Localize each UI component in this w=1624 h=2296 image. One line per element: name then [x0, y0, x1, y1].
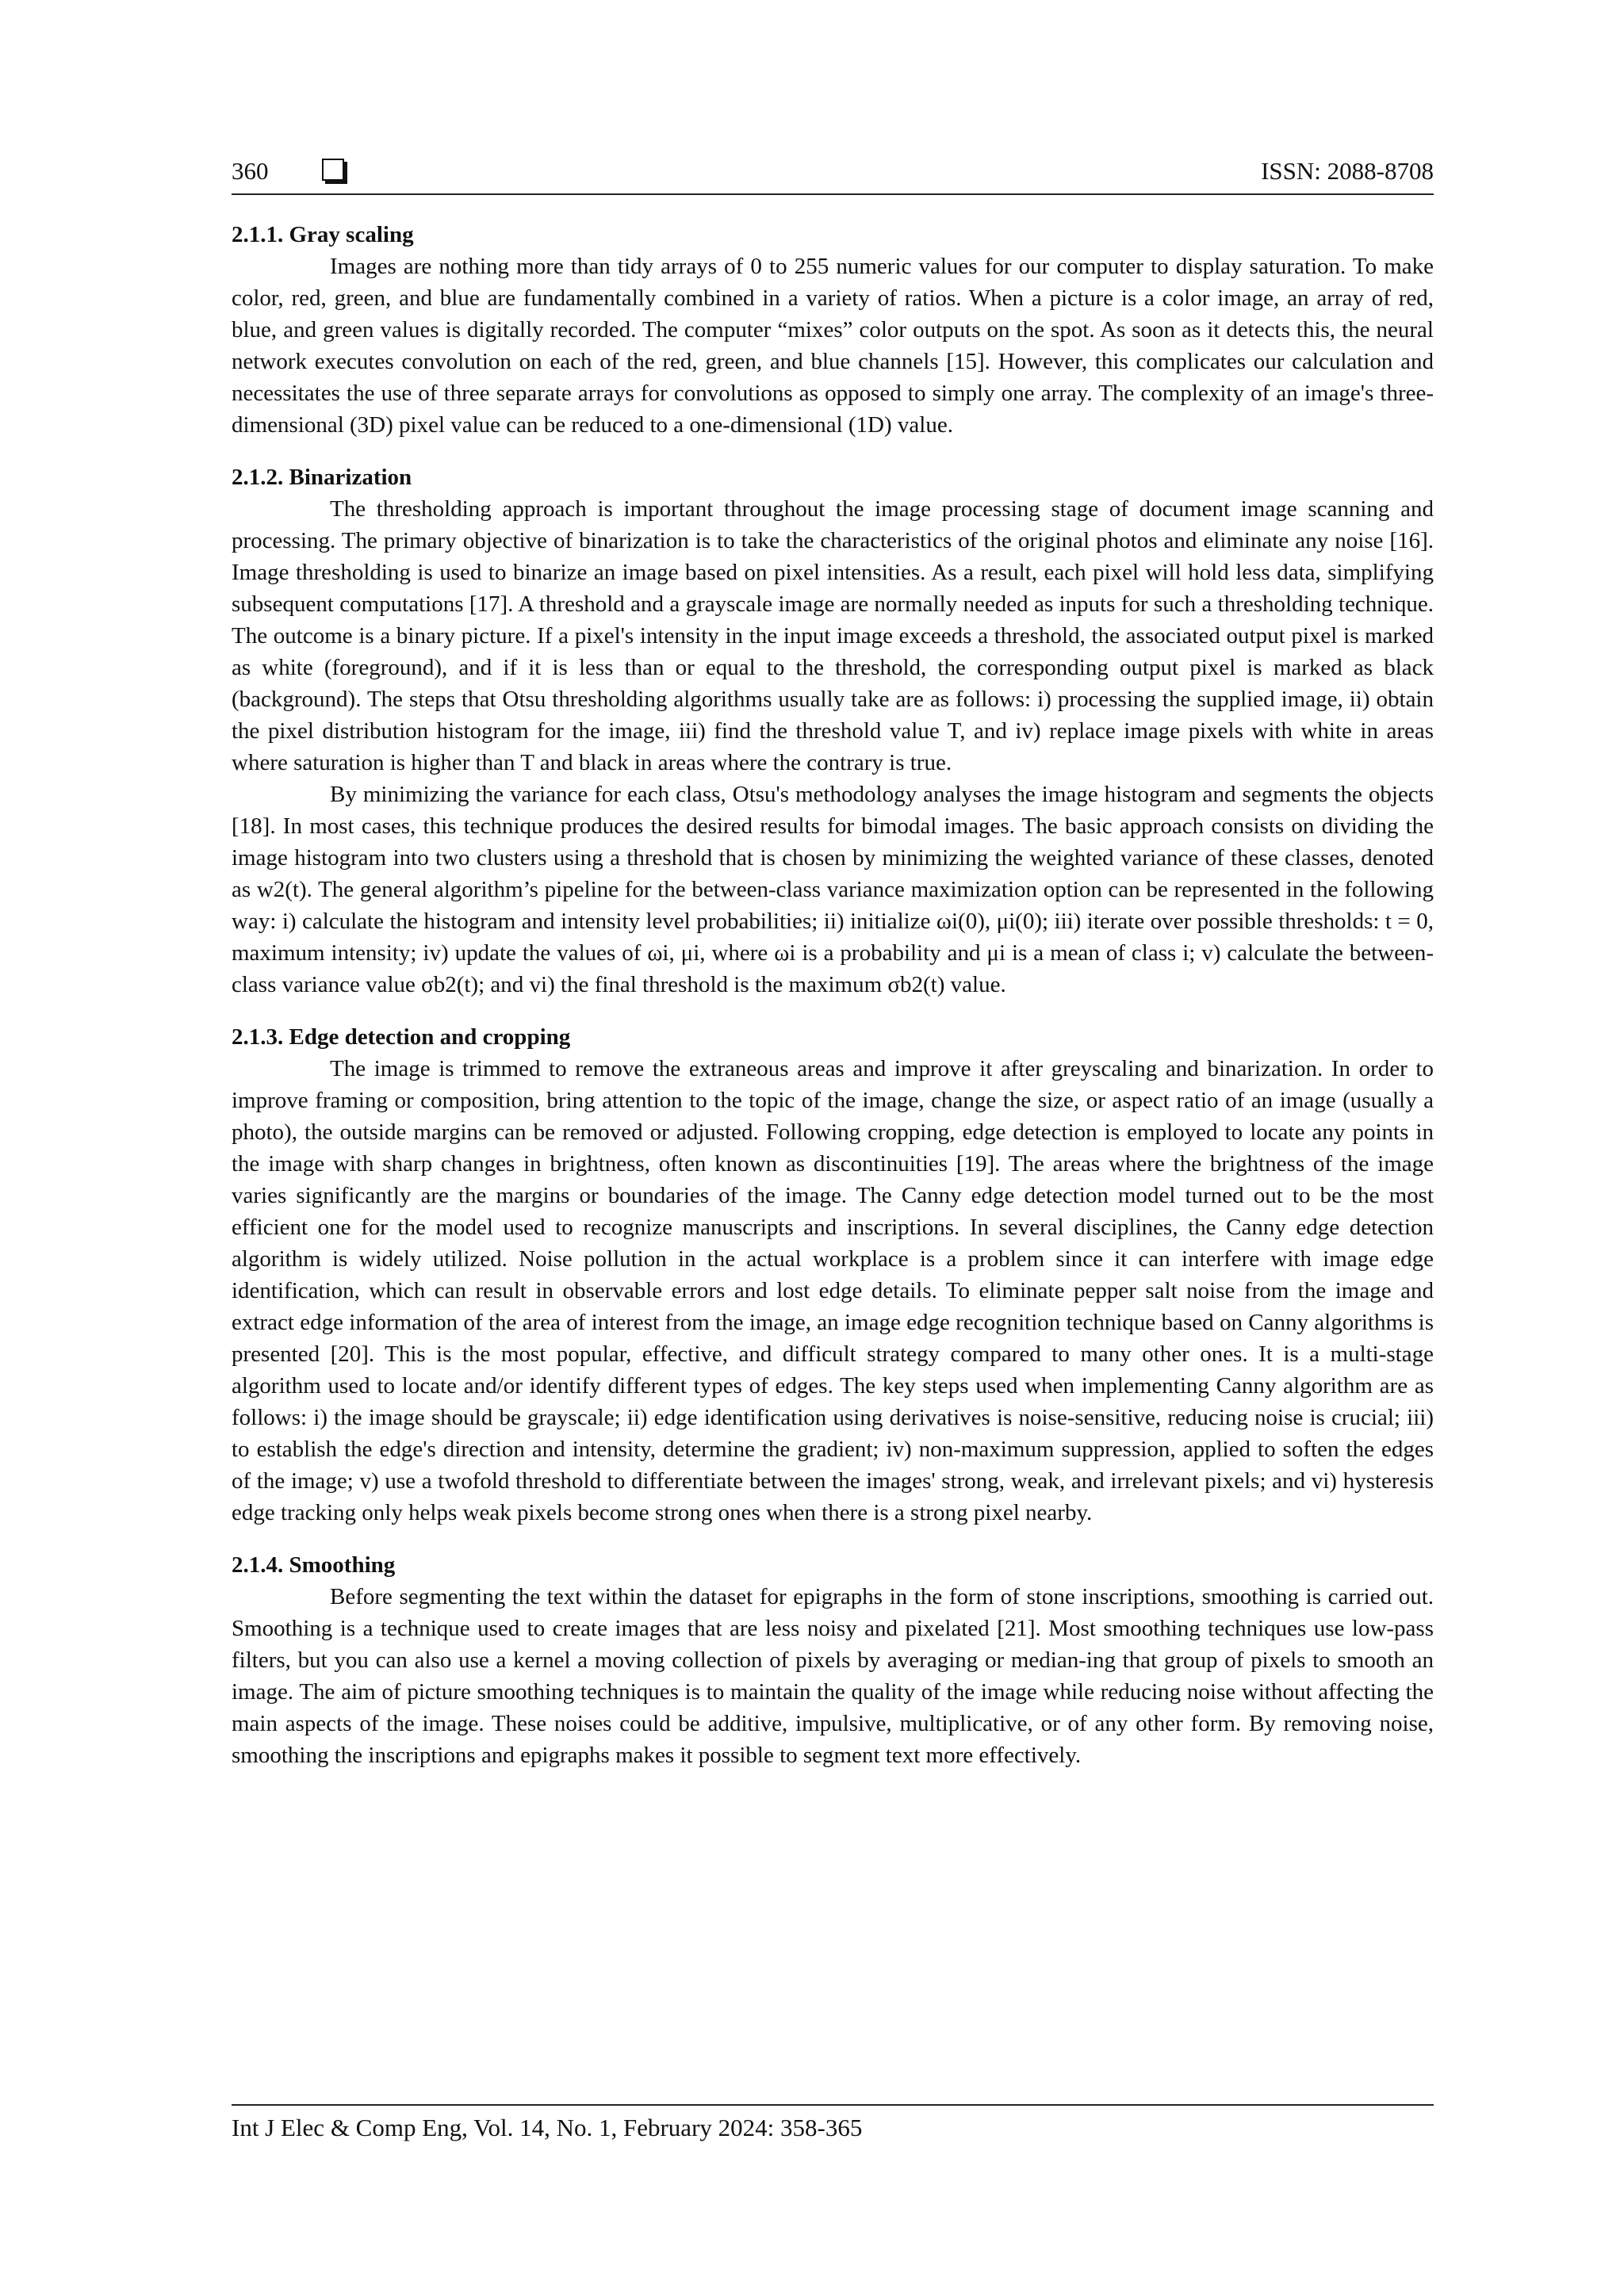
square-box-icon: [322, 159, 344, 181]
paragraph: Before segmenting the text within the dataset for epigraphs in the form of stone inscriptions, smoothing is carried out. Smoothing is a technique used to create images that are less noisy and pixelated [21]. Most smoothing techniques use low-pass filters, but you can also use a kernel a moving collection of pixels by averaging or median-ing that group of pixels to smooth an image. The aim of picture smoothing techniques is to maintain the quality of the image while reducing noise without affecting the main aspects of the image. These noises could be additive, impulsive, multiplicative, or of any other form. By removing noise, smoothing the inscriptions and epigraphs makes it possible to segment text more effectively.: [232, 1584, 1434, 1768]
section-heading: 2.1.3. Edge detection and cropping: [232, 1024, 571, 1050]
section-heading: 2.1.2. Binarization: [232, 465, 412, 490]
section-edge-detection: [232, 1021, 1434, 1529]
section-binarization: [232, 461, 1434, 1001]
page-footer: [232, 2104, 1434, 2145]
page-body: [232, 219, 1434, 1792]
page-header: [232, 155, 1434, 195]
section-smoothing: [232, 1549, 1434, 1771]
section-heading: 2.1.4. Smoothing: [232, 1552, 396, 1578]
section-heading: 2.1.1. Gray scaling: [232, 222, 414, 247]
journal-citation: Int J Elec & Comp Eng, Vol. 14, No. 1, February 2024: 358-365: [232, 2114, 863, 2141]
page-number: 360: [232, 157, 269, 185]
paragraph: By minimizing the variance for each class, Otsu's methodology analyses the image histogram and segments the objects [18]. In most cases, this technique produces the desired results for bimodal images. The basic approach consists on dividing the image histogram into two clusters using a threshold that is chosen by minimizing the weighted variance of these classes, denoted as w2(t). The general algorithm’s pipeline for the between-class variance maximization option can be represented in the following way: i) calculate the histogram and intensity level probabilities; ii) initialize ωi(0), μi(0); iii) iterate over possible thresholds: t = 0, maximum intensity; iv) update the values of ωi, μi, where ωi is a probability and μi is a mean of class i; v) calculate the between-class variance value σb2(t); and vi) the final threshold is the maximum σb2(t) value.: [232, 782, 1434, 997]
issn: ISSN: 2088-8708: [1261, 157, 1434, 185]
paragraph: The image is trimmed to remove the extraneous areas and improve it after greyscaling and binarization. In order to improve framing or composition, bring attention to the topic of the image, change the size, or aspect ratio of an image (usually a photo), the outside margins can be removed or adjusted. Following cropping, edge detection is employed to locate any points in the image with sharp changes in brightness, often known as discontinuities [19]. The areas where the brightness of the image varies significantly are the margins or boundaries of the image. The Canny edge detection model turned out to be the most efficient one for the model used to recognize manuscripts and inscriptions. In several disciplines, the Canny edge detection algorithm is widely utilized. Noise pollution in the actual workplace is a problem since it can interfere with image edge identification, which can result in observable errors and lost edge details. To eliminate pepper salt noise from the image and extract edge information of the area of interest from the image, an image edge recognition technique based on Canny algorithms is presented [20]. This is the most popular, effective, and difficult strategy compared to many other ones. It is a multi-stage algorithm used to locate and/or identify different types of edges. The key steps used when implementing Canny algorithm are as follows: i) the image should be grayscale; ii) edge identification using derivatives is noise-sensitive, reducing noise is crucial; iii) to establish the edge's direction and intensity, determine the gradient; iv) non-maximum suppression, applied to soften the edges of the image; v) use a twofold threshold to differentiate between the images' strong, weak, and irrelevant pixels; and vi) hysteresis edge tracking only helps weak pixels become strong ones when there is a strong pixel nearby.: [232, 1056, 1434, 1525]
section-gray-scaling: [232, 219, 1434, 441]
paragraph: The thresholding approach is important throughout the image processing stage of document image scanning and processing. The primary objective of binarization is to take the characteristics of the original photos and eliminate any noise [16]. Image thresholding is used to binarize an image based on pixel intensities. As a result, each pixel will hold less data, simplifying subsequent computations [17]. A threshold and a grayscale image are normally needed as inputs for such a thresholding technique. The outcome is a binary picture. If a pixel's intensity in the input image exceeds a threshold, the associated output pixel is marked as white (foreground), and if it is less than or equal to the threshold, the corresponding output pixel is marked as black (background). The steps that Otsu thresholding algorithms usually take are as follows: i) processing the supplied image, ii) obtain the pixel distribution histogram for the image, iii) find the threshold value T, and iv) replace image pixels with white in areas where saturation is higher than T and black in areas where the contrary is true.: [232, 496, 1434, 775]
paragraph: Images are nothing more than tidy arrays of 0 to 255 numeric values for our computer to display saturation. To make color, red, green, and blue are fundamentally combined in a variety of ratios. When a picture is a color image, an array of red, blue, and green values is digitally recorded. The computer “mixes” color outputs on the spot. As soon as it detects this, the neural network executes convolution on each of the red, green, and blue channels [15]. However, this complicates our calculation and necessitates the use of three separate arrays for convolutions as opposed to simply one array. The complexity of an image's three-dimensional (3D) pixel value can be reduced to a one-dimensional (1D) value.: [232, 254, 1434, 438]
